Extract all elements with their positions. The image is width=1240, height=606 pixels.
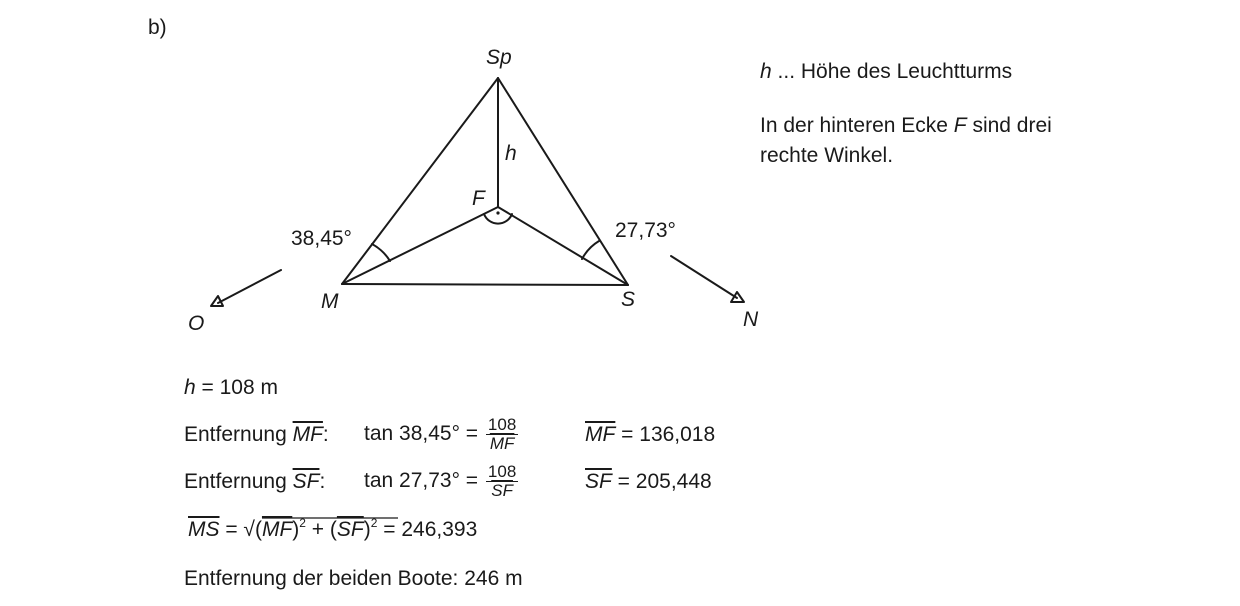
section-label: b): [148, 16, 167, 39]
sf-colon: :: [319, 470, 326, 493]
ms-plus: + (: [305, 518, 337, 541]
label-s: S: [621, 288, 636, 311]
label-sp: Sp: [486, 46, 512, 69]
sf-seg: $\overline{SF}$: [292, 470, 320, 493]
sf-label: Entfernung: [184, 470, 293, 493]
label-h: h: [505, 142, 517, 165]
solution-h-value: = 108 m: [195, 376, 278, 399]
note-corner-var: F: [953, 114, 967, 137]
mf-num: 108: [487, 415, 517, 434]
note-corner-post: sind drei: [966, 114, 1052, 137]
ms-sq1: 2: [299, 516, 306, 530]
final-answer: Entfernung der beiden Boote: 246 m: [184, 567, 523, 590]
mf-res-value: = 136,018: [615, 423, 716, 446]
mf-eq-left: tan 38,45° =: [364, 422, 484, 446]
sf-eq-left: tan 27,73° =: [364, 469, 484, 493]
ms-eq: = √(: [219, 518, 262, 541]
label-f: F: [472, 187, 485, 210]
solution-line-ms: $\overline{MS} = √(\overline{MF})^2 + (\overline{SF})^2 = 246,393$: [188, 516, 478, 541]
note-h-text: ... Höhe des Leuchtturms: [771, 60, 1013, 83]
solution-h-var: h: [184, 376, 196, 399]
sf-num: 108: [487, 462, 517, 481]
mf-colon: :: [322, 423, 329, 446]
sf-den: SF: [491, 481, 513, 500]
label-angle-right: 27,73°: [615, 219, 676, 242]
ms-result: = 246,393: [377, 518, 478, 541]
label-o: O: [188, 312, 205, 335]
mf-label: Entfernung: [184, 423, 293, 446]
label-angle-left: 38,45°: [291, 227, 352, 250]
mf-den: MF: [489, 434, 515, 453]
ms-b: $\overline{SF}$: [336, 518, 364, 541]
ms-a: $\overline{MF}$: [261, 518, 293, 541]
mf-res-seg: $\overline{MF}$: [585, 423, 616, 446]
sf-res-seg: $\overline{SF}$: [585, 470, 612, 493]
label-m: M: [321, 290, 339, 313]
ms-sq2: 2: [370, 516, 378, 530]
note-h-var: h: [760, 60, 772, 83]
note-corner-line2: rechte Winkel.: [760, 144, 894, 167]
ms-seg: $\overline{MS}$: [188, 518, 220, 541]
note-corner-pre: In der hinteren Ecke: [760, 114, 954, 137]
sf-res-value: = 205,448: [611, 470, 712, 493]
label-n: N: [743, 308, 759, 331]
mf-seg: $\overline{MF}$: [292, 423, 323, 446]
